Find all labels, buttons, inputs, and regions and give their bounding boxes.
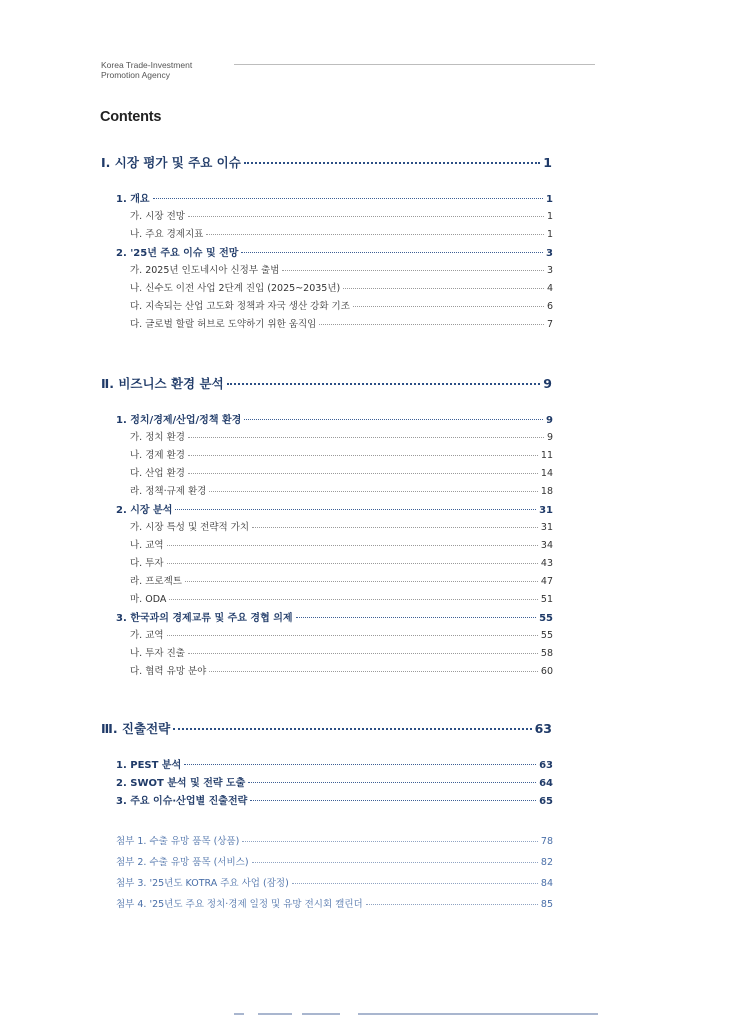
- toc-item[interactable]: [130, 483, 553, 497]
- toc-appendix[interactable]: [116, 833, 553, 847]
- toc-item-title: 다. 협력 유망 분야: [130, 666, 207, 677]
- toc-item-leader: [169, 599, 538, 600]
- toc-item-leader: [188, 653, 538, 654]
- toc-subsection-title: 1. 정치/경제/산업/정책 환경: [116, 415, 242, 426]
- toc-item[interactable]: [130, 262, 553, 276]
- toc-item-leader: [167, 563, 538, 564]
- toc-item-leader: [167, 545, 538, 546]
- toc-item-leader: [188, 455, 538, 456]
- toc-item-page: 51: [540, 594, 553, 605]
- toc-item-title: 다. 산업 환경: [130, 468, 185, 479]
- toc-subsection-title: 2. SWOT 분석 및 전략 도출: [116, 778, 246, 789]
- toc-item-page: 6: [546, 301, 553, 312]
- toc-item-leader: [206, 234, 544, 235]
- toc-item-title: 가. 2025년 인도네시아 신정부 출범: [130, 265, 280, 276]
- page-header: [101, 60, 595, 84]
- toc-item[interactable]: [130, 465, 553, 479]
- toc-item-page: 7: [546, 319, 553, 330]
- toc-subsection-leader: [296, 617, 537, 618]
- toc-item-title: 다. 투자: [130, 558, 164, 569]
- toc-item-leader: [209, 491, 538, 492]
- toc-section-page: 1: [543, 155, 552, 170]
- toc-subsection-page: 64: [539, 778, 553, 789]
- toc-appendix-page: 85: [540, 899, 553, 910]
- toc-item-title: 나. 경제 환경: [130, 450, 185, 461]
- agency-line-1: Korea Trade-Investment: [101, 60, 193, 70]
- toc-section-title: Ⅰ. 시장 평가 및 주요 이슈: [101, 155, 241, 170]
- toc-item-title: 나. 주요 경제지표: [130, 229, 204, 240]
- toc-item[interactable]: [130, 627, 553, 641]
- toc-item-leader: [185, 581, 538, 582]
- toc-subsection-title: 3. 주요 이슈·산업별 진출전략: [116, 796, 248, 807]
- toc-appendix-leader: [366, 904, 538, 905]
- toc-subsection-page: 55: [539, 613, 553, 624]
- next-page-edge: [220, 1011, 600, 1017]
- toc-subsection[interactable]: [116, 411, 553, 425]
- toc-item-leader: [167, 635, 538, 636]
- toc-appendix[interactable]: [116, 875, 553, 889]
- toc-item-leader: [343, 288, 544, 289]
- toc-appendix-page: 82: [540, 857, 553, 868]
- toc-item-title: 가. 정치 환경: [130, 432, 185, 443]
- toc-subsection-leader: [153, 198, 543, 199]
- agency-name: [101, 60, 192, 80]
- toc-item-page: 4: [546, 283, 553, 294]
- toc-item-page: 34: [540, 540, 553, 551]
- toc-subsection[interactable]: [116, 501, 553, 515]
- toc-item-title: 다. 지속되는 산업 고도화 정책과 자국 생산 강화 기조: [130, 301, 350, 312]
- toc-subsection-page: 3: [546, 248, 553, 259]
- toc-item-page: 11: [540, 450, 553, 461]
- toc-item-page: 1: [546, 229, 553, 240]
- toc-section-title: Ⅱ. 비즈니스 환경 분석: [101, 376, 224, 391]
- toc-item-page: 1: [546, 211, 553, 222]
- toc-section-leader: [227, 383, 541, 385]
- toc-subsection-leader: [241, 252, 543, 253]
- toc-item[interactable]: [130, 537, 553, 551]
- toc-section-title: Ⅲ. 진출전략: [101, 721, 171, 736]
- toc-item-title: 나. 신수도 이전 사업 2단계 진입 (2025~2035년): [130, 283, 341, 294]
- toc-item[interactable]: [130, 591, 553, 605]
- toc-section[interactable]: [101, 719, 552, 737]
- toc-subsection-leader: [250, 800, 536, 801]
- toc-subsection[interactable]: [116, 190, 553, 204]
- toc-subsection-leader: [184, 764, 536, 765]
- toc-appendix-leader: [292, 883, 538, 884]
- toc-section[interactable]: [101, 153, 552, 171]
- toc-subsection[interactable]: [116, 244, 553, 258]
- toc-item[interactable]: [130, 555, 553, 569]
- toc-subsection[interactable]: [116, 792, 553, 806]
- toc-item-title: 나. 교역: [130, 540, 164, 551]
- toc-section[interactable]: [101, 374, 552, 392]
- toc-item-leader: [188, 473, 538, 474]
- toc-subsection-title: 1. PEST 분석: [116, 760, 182, 771]
- toc-item-title: 나. 투자 진출: [130, 648, 185, 659]
- header-divider: [234, 64, 595, 65]
- toc-item-page: 60: [540, 666, 553, 677]
- toc-subsection-title: 2. 시장 분석: [116, 505, 173, 516]
- toc-subsection-page: 63: [539, 760, 553, 771]
- toc-section-page: 63: [534, 721, 552, 736]
- toc-item-title: 라. 정책·규제 환경: [130, 486, 207, 497]
- toc-appendix-title: 첨부 1. 수출 유망 품목 (상품): [116, 836, 240, 847]
- toc-section-leader: [173, 728, 531, 730]
- toc-section-page: 9: [543, 376, 552, 391]
- toc-subsection-title: 2. '25년 주요 이슈 및 전망: [116, 248, 239, 259]
- toc-item[interactable]: [130, 298, 553, 312]
- toc-subsection[interactable]: [116, 609, 553, 623]
- toc-item[interactable]: [130, 226, 553, 240]
- toc-item-title: 마. ODA: [130, 594, 167, 605]
- toc-item-leader: [188, 437, 544, 438]
- toc-item-title: 라. 프로젝트: [130, 576, 182, 587]
- toc-item-title: 가. 시장 특성 및 전략적 가치: [130, 522, 250, 533]
- toc-appendix-title: 첨부 2. 수출 유망 품목 (서비스): [116, 857, 249, 868]
- toc-appendix-page: 84: [540, 878, 553, 889]
- toc-subsection-page: 65: [539, 796, 553, 807]
- toc-item[interactable]: [130, 519, 553, 533]
- toc-item[interactable]: [130, 447, 553, 461]
- toc-appendix[interactable]: [116, 854, 553, 868]
- toc-item-leader: [353, 306, 544, 307]
- toc-subsection-page: 31: [539, 505, 553, 516]
- toc-section-leader: [244, 162, 540, 164]
- toc-item-leader: [319, 324, 544, 325]
- toc-appendix-page: 78: [540, 836, 553, 847]
- toc-appendix-title: 첨부 4. '25년도 주요 정치·경제 일정 및 유망 전시회 캘린더: [116, 899, 363, 910]
- toc-appendix[interactable]: [116, 896, 553, 910]
- toc-appendix-title: 첨부 3. '25년도 KOTRA 주요 사업 (잠정): [116, 878, 289, 889]
- toc-subsection-page: 1: [546, 194, 553, 205]
- toc-item[interactable]: [130, 316, 553, 330]
- toc-appendix-leader: [252, 862, 538, 863]
- toc-item-leader: [209, 671, 538, 672]
- toc-item-page: 18: [540, 486, 553, 497]
- toc-item-page: 55: [540, 630, 553, 641]
- toc-subsection[interactable]: [116, 756, 553, 770]
- toc-item-page: 9: [546, 432, 553, 443]
- toc-item[interactable]: [130, 573, 553, 587]
- toc-subsection-title: 1. 개요: [116, 194, 150, 205]
- toc-item-page: 14: [540, 468, 553, 479]
- toc-item-page: 47: [540, 576, 553, 587]
- toc-item[interactable]: [130, 280, 553, 294]
- toc-item-leader: [188, 216, 544, 217]
- toc-item-page: 58: [540, 648, 553, 659]
- toc-item-page: 31: [540, 522, 553, 533]
- toc-item-page: 43: [540, 558, 553, 569]
- toc-item[interactable]: [130, 208, 553, 222]
- toc-item-title: 가. 시장 전망: [130, 211, 185, 222]
- toc-item-title: 다. 글로벌 할랄 허브로 도약하기 위한 움직임: [130, 319, 317, 330]
- toc-item[interactable]: [130, 645, 553, 659]
- toc-item-title: 가. 교역: [130, 630, 164, 641]
- toc-subsection-title: 3. 한국과의 경제교류 및 주요 경협 의제: [116, 613, 293, 624]
- toc-item[interactable]: [130, 429, 553, 443]
- toc-appendix-leader: [242, 841, 538, 842]
- toc-subsection-leader: [175, 509, 536, 510]
- toc-subsection-leader: [248, 782, 536, 783]
- toc-item-leader: [252, 527, 538, 528]
- toc-item-page: 3: [546, 265, 553, 276]
- toc-subsection[interactable]: [116, 774, 553, 788]
- toc-item-leader: [282, 270, 544, 271]
- toc-item[interactable]: [130, 663, 553, 677]
- contents-title: Contents: [100, 109, 162, 125]
- toc-subsection-leader: [244, 419, 543, 420]
- toc-subsection-page: 9: [546, 415, 553, 426]
- agency-line-2: Promotion Agency: [101, 70, 170, 80]
